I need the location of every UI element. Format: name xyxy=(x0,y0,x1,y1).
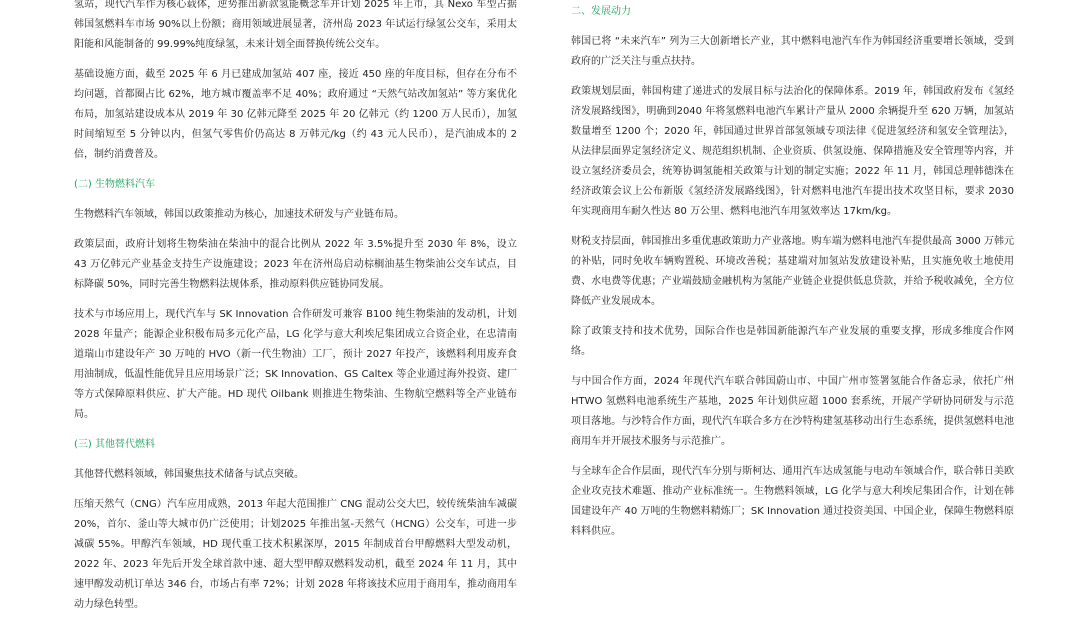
paragraph-other-fuels-intro: 其他替代燃料领域，韩国聚焦技术储备与试点突破。 xyxy=(74,469,304,480)
paragraph-korea-hydrogen-vehicles: 氢站，现代汽车作为核心载体，逆势推出新款氢能概念车并计划 2025 年上市，其 Nexo 车型占据韩国氢燃料车市场 90%以上份额；商用领域进展显著，济州岛 2023 年试运行绿氢公交车，采用太阳能和风能制备的 99.99%纯度绿氢，未来计划全面替换传统公交车。 xyxy=(74,0,517,50)
section-heading-development-drivers: 二、发展动力 xyxy=(571,6,631,17)
section-heading-biofuel-vehicles: (二) 生物燃料汽车 xyxy=(74,179,155,190)
paragraph-international-cooperation: 除了政策支持和技术优势，国际合作也是韩国新能源汽车产业发展的重要支撑，形成多维度合作网络。 xyxy=(571,326,1014,357)
paragraph-infrastructure: 基础设施方面，截至 2025 年 6 月已建成加氢站 407 座，接近 450 座的年度目标，但存在分布不均问题，首都圈占比 62%，地方城市覆盖率不足 40%；政府通过 “天然气站改加氢站” 等方案优化布局，加氢站建设成本从 2019 年 30 亿韩元降至 2025 年 20 亿韩元（约 1200 万人民币），加氢时间缩短至 5 分钟以内，但氢气零售价仍高达 8 万韩元/kg（约 43 元人民币），是汽油成本的 2 倍，制约消费普及。 xyxy=(74,69,517,160)
paragraph-cng-methanol: 压缩天然气（CNG）汽车应用成熟，2013 年起大范围推广 CNG 混动公交大巴，较传统柴油车减碳 20%，首尔、釜山等大城市仍广泛使用；计划2025 年推出氢-天然气（HCNG）公交车，可进一步减碳 55%。甲醇汽车领域，HD 现代重工技术积累深厚，2015 年制成首台甲醇燃料大型发动机，2022 年、2023 年先后开发全球首款中速、超大型甲醇双燃料发动机，截至 2024 年 11 月，其中速甲醇发动机订单达 346 台，市场占有率 72%；计划 2028 年将该技术应用于商用车，推动商用车动力绿色转型。 xyxy=(74,499,517,610)
paragraph-policy-planning: 政策规划层面，韩国构建了递进式的发展目标与法治化的保障体系。2019 年，韩国政府发布《氢经济发展路线图》，明确到2040 年将氢燃料电池汽车累计产量从 2000 余辆提升至 620 万辆，加氢站数量增至 1200 个；2020 年，韩国通过世界首部氢领域专项法律《促进氢经济和氢安全管理法》，从法律层面界定氢经济定义、规范组织机制、企业资质、供氢设施、保障措施及安全管理等内容，并设立氢经济委员会，统筹协调氢能相关政策与计划的制定实施；2022 年 11 月，韩国总理韩德洙在经济政策会议上公布新版《氢经济发展路线图》，针对燃料电池汽车提出技术攻坚目标，要求 2030 年实现商用车耐久性达 80 万公里、燃料电池汽车用氢效率达 17km/kg。 xyxy=(571,86,1014,217)
paragraph-biofuel-intro: 生物燃料汽车领域，韩国以政策推动为核心，加速技术研发与产业链布局。 xyxy=(74,209,404,220)
paragraph-global-automaker-cooperation: 与全球车企合作层面，现代汽车分别与斯柯达、通用汽车达成氢能与电动车领域合作，联合韩日美欧企业攻克技术难题、推动产业标准统一。生物燃料领域，LG 化学与意大利埃尼集团合作，计划在韩国建设年产 40 万吨的生物燃料精炼厂；SK Innovation 通过投资美国、中国企业，保障生物燃料原料料供应。 xyxy=(571,466,1014,537)
paragraph-future-vehicles: 韩国已将 “未来汽车” 列为三大创新增长产业，其中燃料电池汽车作为韩国经济重要增长领域，受到政府的广泛关注与重点扶持。 xyxy=(571,36,1014,67)
paragraph-biofuel-tech-market: 技术与市场应用上，现代汽车与 SK Innovation 合作研发可兼容 B100 纯生物柴油的发动机，计划 2028 年量产；能源企业积极布局多元化产品，LG 化学与意大利埃尼集团成立合资企业，在忠清南道瑞山市建设年产 30 万吨的 HVO（新一代生物油）工厂，预计 2027 年投产，该燃料利用废弃食用油制成，低温性能优异且应用场景广泛；SK Innovation、GS Caltex 等企业通过海外投资、建厂等方式保障原料供应、扩大产能。HD 现代 Oilbank 则推进生物柴油、生物航空燃料等全产业链布局。 xyxy=(74,309,517,420)
right-column xyxy=(571,0,1014,552)
left-column xyxy=(74,0,517,625)
paragraph-fiscal-support: 财税支持层面，韩国推出多重优惠政策助力产业落地。购车端为燃料电池汽车提供最高 3000 万韩元的补贴，同时免收车辆购置税、环境改善税；基建端对加氢站发放建设补贴，且实施免收土地使用费、水电费等优惠；产业端鼓励金融机构为氢能产业链企业提供低息贷款，并给予税收减免，全方位降低产业发展成本。 xyxy=(571,236,1014,307)
section-heading-other-fuels: (三) 其他替代燃料 xyxy=(74,439,155,450)
paragraph-biofuel-policy: 政策层面，政府计划将生物柴油在柴油中的混合比例从 2022 年 3.5%提升至 2030 年 8%，设立 43 万亿韩元产业基金支持生产设施建设；2023 年在济州岛启动棕榈油基生物柴油公交车试点，目标降碳 50%，同时完善生物燃料法规体系，推动原料供应链协同发展。 xyxy=(74,239,517,290)
paragraph-china-saudi-cooperation: 与中国合作方面，2024 年现代汽车联合韩国蔚山市、中国广州市签署氢能合作备忘录，依托广州 HTWO 氢燃料电池系统生产基地，2025 年计划供应超 1000 套系统，开展产学研协同研发与示范项目落地。与沙特合作方面，现代汽车联合多方在沙特构建氢基移动出行生态系统，提供氢燃料电池商用车并开展技术服务与示范推广。 xyxy=(571,376,1014,447)
